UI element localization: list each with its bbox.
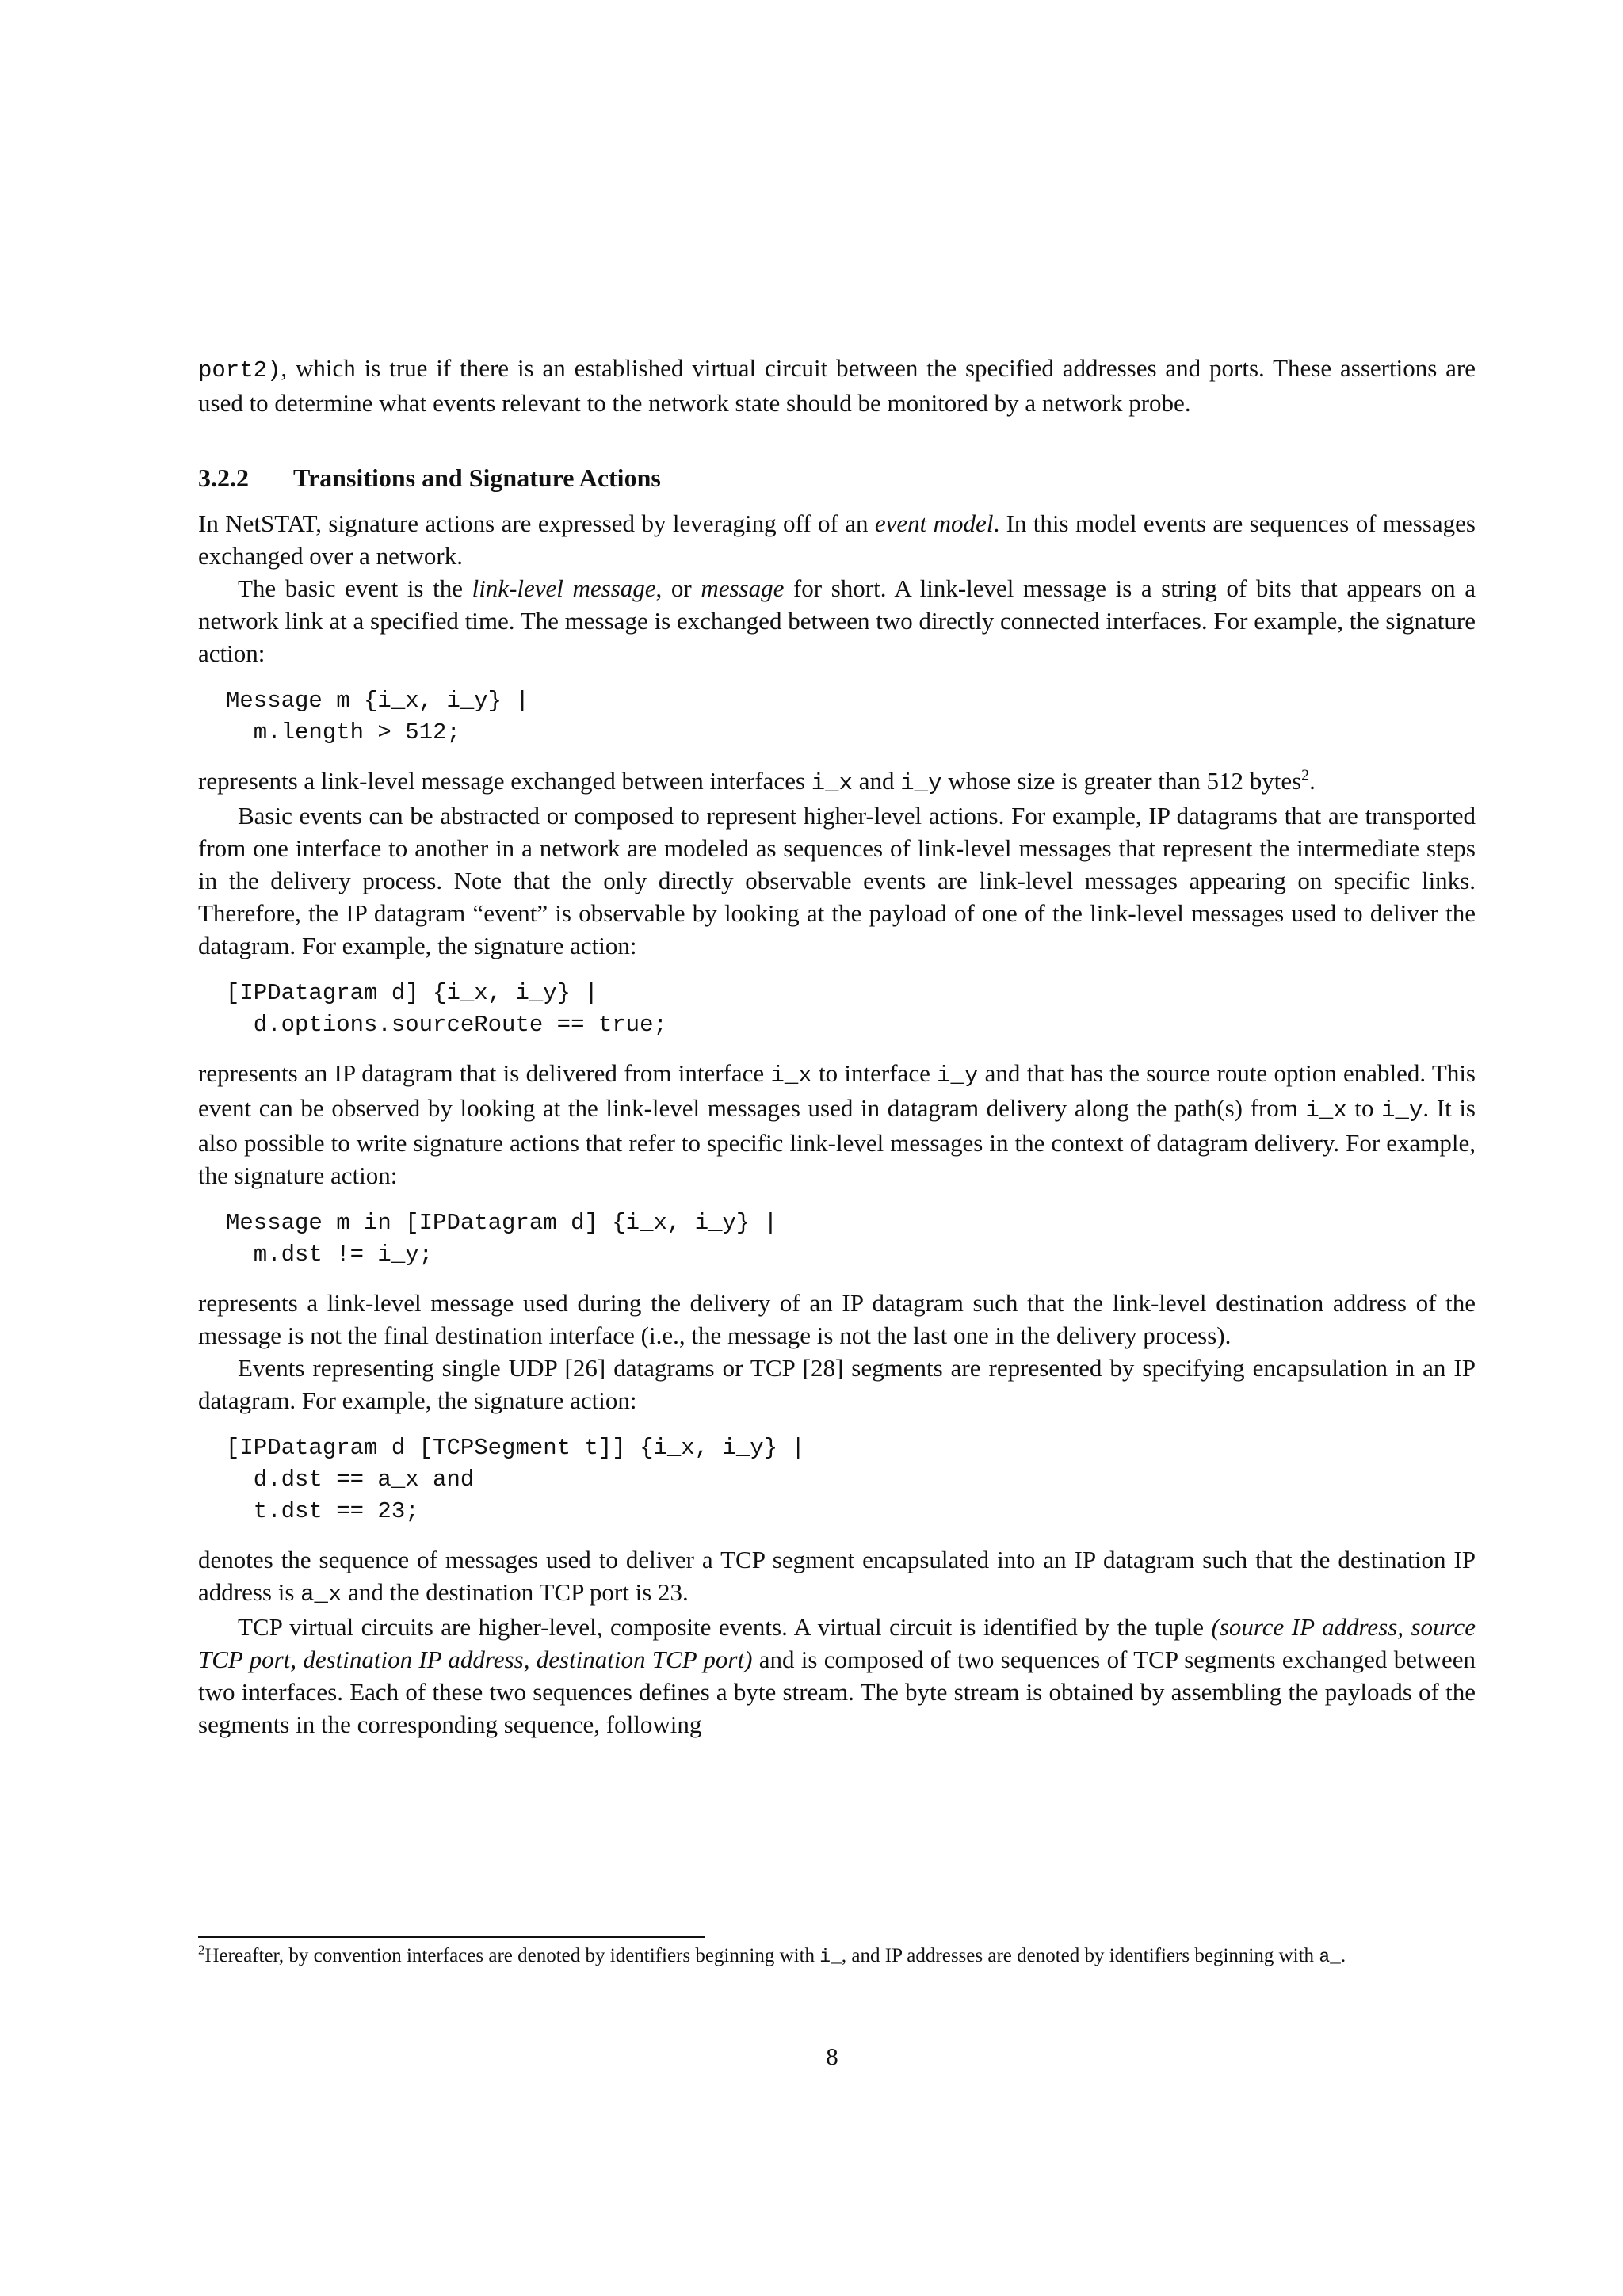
code-block: [IPDatagram d [TCPSegment t]] {i_x, i_y} | d.dst == a_x and t.dst == 23; <box>226 1435 805 1524</box>
code-block: Message m in [IPDatagram d] {i_x, i_y} | m.dst != i_y; <box>226 1210 778 1268</box>
section-heading <box>198 462 1476 494</box>
paragraph: Basic events can be abstracted or composed to represent higher-level actions. For example, IP datagrams that are transported from one interface to another in a network are modeled as sequences of link-level messages that represent the intermediate steps in the delivery process. Note that the only directly observable events are link-level messages appearing on specific links. Therefore, the IP datagram “event” is observable by looking at the payload of one of the link-level messages used to deliver the datagram. For example, the signature action: <box>198 802 1476 959</box>
paragraph-continuation: port2), which is true if there is an established virtual circuit between the specified addresses and ports. These assertions are used to determine what events relevant to the network state should be monitored by a network probe. <box>198 354 1476 417</box>
paragraph: In NetSTAT, signature actions are expressed by leveraging off of an event model. In this model events are sequences of messages exchanged over a network. <box>198 509 1476 570</box>
footnote-divider <box>198 1936 705 1938</box>
paragraph: represents an IP datagram that is delivered from interface i_x to interface i_y and that has the source route option enabled. This event can be observed by looking at the link-level messages used in datagram delivery along the path(s) from i_x to i_y. It is also possible to write signature actions that refer to specific link-level messages in the context of datagram delivery. For example, the signature action: <box>198 1059 1476 1189</box>
paragraph: TCP virtual circuits are higher-level, composite events. A virtual circuit is identified by the tuple (source IP address, source TCP port, destination IP address, destination TCP port) and is composed of two sequences of TCP segments exchanged between two interfaces. Each of these two sequences defines a byte stream. The byte stream is obtained by assembling the payloads of the segments in the corresponding sequence, following <box>198 1613 1476 1738</box>
section-number: 3.2.2 <box>198 463 249 492</box>
paragraph: represents a link-level message exchanged between interfaces i_x and i_y whose size is greater than 512 bytes$^2$. <box>198 766 1316 796</box>
inline-code: i_y <box>1381 1097 1423 1123</box>
section-title: Transitions and Signature Actions <box>293 463 661 492</box>
inline-code: i_x <box>1305 1097 1347 1123</box>
inline-code: port2) <box>198 357 281 383</box>
inline-code: a_ <box>1319 1947 1341 1967</box>
inline-code: i_y <box>937 1062 979 1089</box>
paragraph: Events representing single UDP [26] datagrams or TCP [28] segments are represented by specifying encapsulation in an IP datagram. For example, the signature action: <box>198 1354 1476 1414</box>
page-number: 8 <box>826 2042 838 2070</box>
inline-code: i_x <box>811 770 853 796</box>
inline-code: i_x <box>770 1062 812 1089</box>
inline-code: a_x <box>300 1581 342 1608</box>
paragraph: denotes the sequence of messages used to deliver a TCP segment encapsulated into an IP datagram such that the destination IP address is a_x and the destination TCP port is 23. <box>198 1546 1476 1608</box>
inline-code: i_ <box>819 1947 842 1967</box>
footnote-reference[interactable]: 2 <box>1301 766 1310 784</box>
paragraph: The basic event is the link-level message, or message for short. A link-level message is a string of bits that appears on a network link at a specified time. The message is exchanged between two directly connected interfaces. For example, the signature action: <box>198 574 1476 667</box>
footnote: $^2$Hereafter, by convention interfaces are denoted by identifiers beginning with i_, and IP addresses are denoted by identifiers beginning with a_. <box>198 1942 1346 1967</box>
paragraph: represents a link-level message used during the delivery of an IP datagram such that the link-level destination address of the message is not the final destination interface (i.e., the message is not the last one in the delivery process). <box>198 1289 1476 1349</box>
page-body <box>198 352 1476 1741</box>
code-block: [IPDatagram d] {i_x, i_y} | d.options.sourceRoute == true; <box>226 980 667 1038</box>
code-block: Message m {i_x, i_y} | m.length > 512; <box>226 688 529 746</box>
inline-code: i_y <box>900 770 942 796</box>
footnote-mark: 2 <box>198 1942 205 1958</box>
